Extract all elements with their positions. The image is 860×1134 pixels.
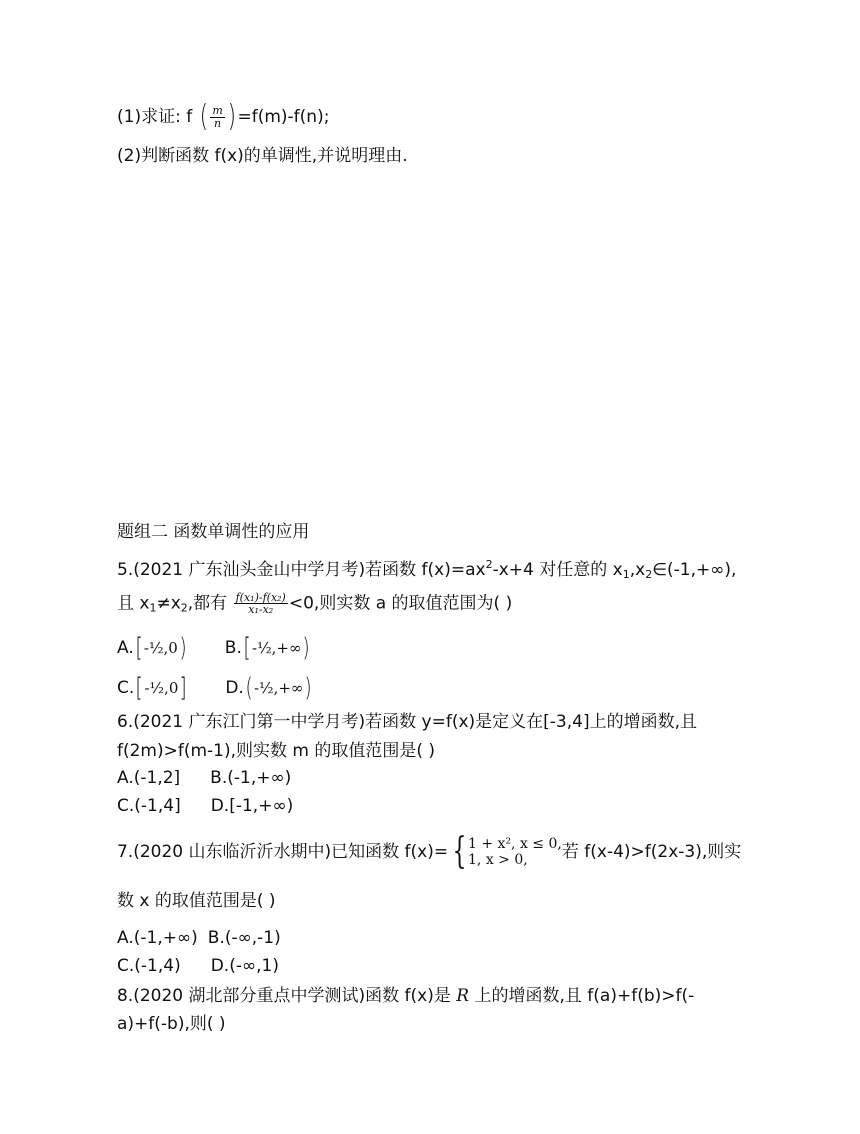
q5-l2-c: ,都有 xyxy=(187,593,233,614)
q7-option-b[interactable]: B.(-∞,-1) xyxy=(207,928,281,948)
q5-l2-sub1: 1 xyxy=(149,601,157,615)
fraction-m-over-n xyxy=(210,105,224,130)
q5-option-d-content: -½,+∞ xyxy=(253,679,304,697)
q5-l2-a: 且 x xyxy=(117,593,150,614)
q6-option-b[interactable]: B.(-1,+∞) xyxy=(210,768,292,788)
q5-option-c-content: -½,0 xyxy=(144,679,179,697)
q5-l2-sub2: 2 xyxy=(180,601,188,615)
left-paren: ( xyxy=(199,99,208,134)
q5-sub1: 1 xyxy=(622,568,630,581)
q7-options-ab xyxy=(117,927,281,949)
q5-line2 xyxy=(117,592,512,620)
q5-text-a: 5.(2021 广东汕头金山中学月考)若函数 f(x)=ax xyxy=(117,560,486,580)
q5-option-d-label: D. xyxy=(225,678,244,698)
q7-option-c[interactable]: C.(-1,4) xyxy=(117,956,181,976)
q5-difference-quotient xyxy=(234,592,288,615)
q5-option-b-content: -½,+∞ xyxy=(252,639,302,657)
q5-frac-num: f(x₁)-f(x₂) xyxy=(235,591,286,604)
q8-line1 xyxy=(117,985,694,1007)
q5-line1 xyxy=(117,554,736,586)
q6-option-c[interactable]: C.(-1,4] xyxy=(117,796,181,816)
fraction-numerator: m xyxy=(212,103,223,117)
q6-option-d[interactable]: D.[-1,+∞) xyxy=(210,796,294,816)
piecewise-brace: { xyxy=(452,831,467,872)
q5-option-a-content: -½,0 xyxy=(143,639,178,657)
q6-line2: f(2m)>f(m-1),则实数 m 的取值范围是( ) xyxy=(117,741,436,761)
q8-line2: a)+f(-b),则( ) xyxy=(117,1014,226,1034)
section-title: 题组二 函数单调性的应用 xyxy=(117,522,310,542)
q7-case1: 1 + x², x ≤ 0, xyxy=(468,836,562,852)
q8-text-b: 上的增函数,且 f(a)+f(b)>f(- xyxy=(469,986,695,1006)
q7-option-a[interactable]: A.(-1,+∞) xyxy=(117,928,198,948)
q5-text-b: -x+4 对任意的 x xyxy=(492,560,623,580)
q7-text-b: 若 f(x-4)>f(2x-3),则实 xyxy=(561,842,742,862)
q7-line2: 数 x 的取值范围是( ) xyxy=(117,891,276,911)
q5-l2-d: <0,则实数 a 的取值范围为( ) xyxy=(288,593,513,614)
q6-option-a[interactable]: A.(-1,2] xyxy=(117,768,181,788)
monotonicity-question: (2)判断函数 f(x)的单调性,并说明理由. xyxy=(117,146,408,166)
q5-options-cd xyxy=(117,673,314,703)
q8-real-set: R xyxy=(456,986,470,1006)
proof-suffix: =f(m)-f(n); xyxy=(237,107,330,127)
proof-prefix: (1)求证: f xyxy=(117,107,198,127)
q6-options-ab xyxy=(117,767,291,789)
q5-option-b-label: B. xyxy=(224,638,242,658)
q5-option-d[interactable]: D.( -½,+∞) xyxy=(225,673,313,703)
q7-case2: 1, x > 0, xyxy=(468,852,528,868)
q5-text-d: ∈(-1,+∞), xyxy=(652,560,737,580)
q6-line1: 6.(2021 广东江门第一中学月考)若函数 y=f(x)是定义在[-3,4]上的增函数,且 xyxy=(117,712,698,732)
q5-option-a-label: A. xyxy=(117,638,134,658)
q7-line1 xyxy=(117,831,742,872)
q5-sub2: 2 xyxy=(645,568,653,581)
q5-text-c: ,x xyxy=(629,560,646,580)
q8-text-a: 8.(2020 湖北部分重点中学测试)函数 f(x)是 xyxy=(117,986,457,1006)
right-paren: ) xyxy=(227,99,236,134)
q5-option-c-label: C. xyxy=(117,678,135,698)
q7-options-cd xyxy=(117,955,279,977)
q5-option-b[interactable]: B.[ -½,+∞) xyxy=(224,633,311,663)
q7-text-a: 7.(2020 山东临沂沂水期中)已知函数 f(x)= xyxy=(117,842,449,862)
q5-option-a[interactable]: A.[ -½,0) xyxy=(117,633,187,663)
q5-options-ab xyxy=(117,633,312,663)
q7-option-d[interactable]: D.(-∞,1) xyxy=(210,956,279,976)
q6-options-cd xyxy=(117,795,293,817)
q5-l2-b: ≠x xyxy=(156,593,181,614)
proof-statement xyxy=(117,99,330,134)
fraction-denominator: n xyxy=(214,116,222,130)
q5-frac-den: x₁-x₂ xyxy=(248,603,274,616)
q5-option-c[interactable]: C.[ -½,0] xyxy=(117,673,187,703)
q5-sup: 2 xyxy=(485,558,493,571)
q7-piecewise xyxy=(448,831,562,872)
